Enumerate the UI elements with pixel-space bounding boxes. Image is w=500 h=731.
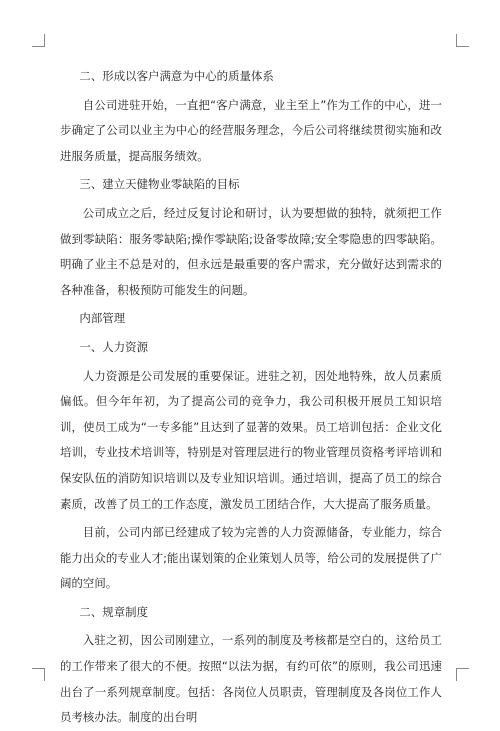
body-paragraph: 人力资源是公司发展的重要保证。进驻之初，因处地特殊，故人员素质偏低。但今年年初，为了提高公司的竞争力，我公司积极开展员工知识培训，使员工成为“一专多能”且达到了显著的效果。员工培训包括：企业文化培训，专业技术培训等，特别是对管理层进行的物业管理员资格考评培训和保安队伍的消防知识培训以及专业知识培训。通过培训，提高了员工的综合素质，改善了员工的工作态度，激发员工团结合作，大大提高了服务质量。	[60, 368, 442, 511]
crop-mark-top-right	[456, 34, 469, 47]
section-heading: 三、建立天健物业零缺陷的目标	[79, 177, 240, 192]
crop-mark-top-left	[32, 34, 45, 47]
section-heading: 内部管理	[79, 311, 126, 326]
document-body	[60, 64, 442, 731]
section-heading: 二、规章制度	[79, 604, 149, 619]
crop-mark-bottom-right	[456, 668, 469, 681]
body-paragraph: 入驻之初，因公司刚建立，一系列的制度及考核都是空白的，这给员工的工作带来了很大的不便。按照“以法为据，有约可依”的原则，我公司迅速出台了一系列规章制度。包括：各岗位人员职责，管理制度及各岗位工作人员考核办法。制度的出台明	[60, 633, 442, 725]
body-paragraph: 自公司进驻开始，一直把“客户满意，业主至上”作为工作的中心，进一步确定了公司以业主为中心的经营服务理念，今后公司将继续贯彻实施和改进服务质量，提高服务绩效。	[60, 97, 442, 163]
body-paragraph: 公司成立之后，经过反复讨论和研讨，认为要想做的独特，就须把工作做到零缺陷：服务零缺陷;操作零缺陷;设备零故障;安全零隐患的四零缺陷。明确了业主不总是对的，但永远是最重要的客户需求，充分做好达到需求的各种准备，积极预防可能发生的问题。	[60, 205, 442, 297]
body-paragraph: 目前，公司内部已经建成了较为完善的人力资源储备，专业能力，综合能力出众的专业人才;能出谋划策的企业策划人员等，给公司的发展提供了广阔的空间。	[60, 525, 442, 591]
section-heading: 二、形成以客户满意为中心的质量体系	[79, 69, 274, 83]
crop-mark-bottom-left	[32, 668, 45, 681]
section-heading: 一、人力资源	[79, 339, 149, 354]
